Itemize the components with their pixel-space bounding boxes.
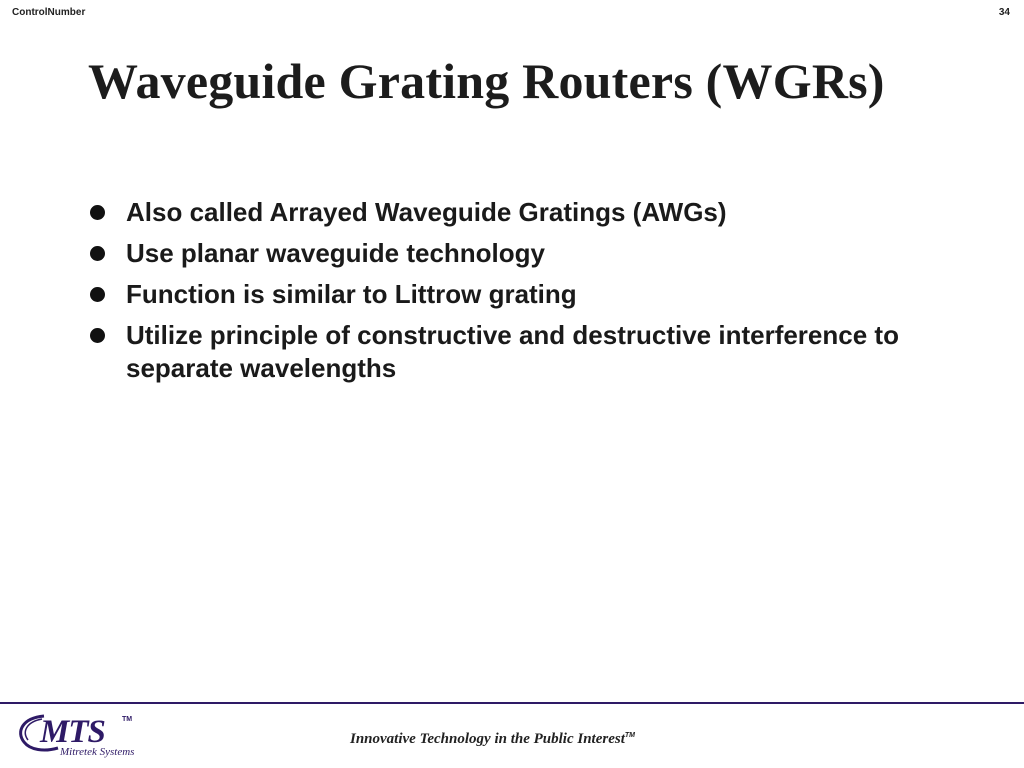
bullet-list — [88, 196, 968, 393]
bullet-text: Utilize principle of constructive and destructive interference to separate wavelengths — [126, 320, 899, 383]
bullet-text: Use planar waveguide technology — [126, 238, 545, 268]
logo-text: MTS — [40, 714, 105, 750]
bullet-dot-icon — [90, 246, 105, 261]
footer-tagline — [350, 731, 635, 748]
logo-subtitle: Mitretek Systems — [60, 746, 135, 758]
bullet-item — [88, 319, 968, 385]
mts-logo — [14, 710, 164, 762]
tagline-text: Innovative Technology in the Public Interest — [350, 731, 625, 747]
page-number: 34 — [998, 7, 1010, 18]
logo-trademark: TM — [122, 716, 133, 723]
slide-title: Waveguide Grating Routers (WGRs) — [88, 53, 885, 109]
bullet-item — [88, 237, 968, 270]
tagline-trademark: TM — [624, 732, 635, 739]
bullet-text: Function is similar to Littrow grating — [126, 279, 577, 309]
bullet-dot-icon — [90, 328, 105, 343]
bullet-dot-icon — [90, 287, 105, 302]
bullet-text: Also called Arrayed Waveguide Gratings (AWGs) — [126, 197, 727, 227]
footer-divider — [0, 702, 1024, 704]
bullet-dot-icon — [90, 205, 105, 220]
control-number: ControlNumber — [12, 7, 86, 18]
bullet-item — [88, 278, 968, 311]
bullet-item — [88, 196, 968, 229]
